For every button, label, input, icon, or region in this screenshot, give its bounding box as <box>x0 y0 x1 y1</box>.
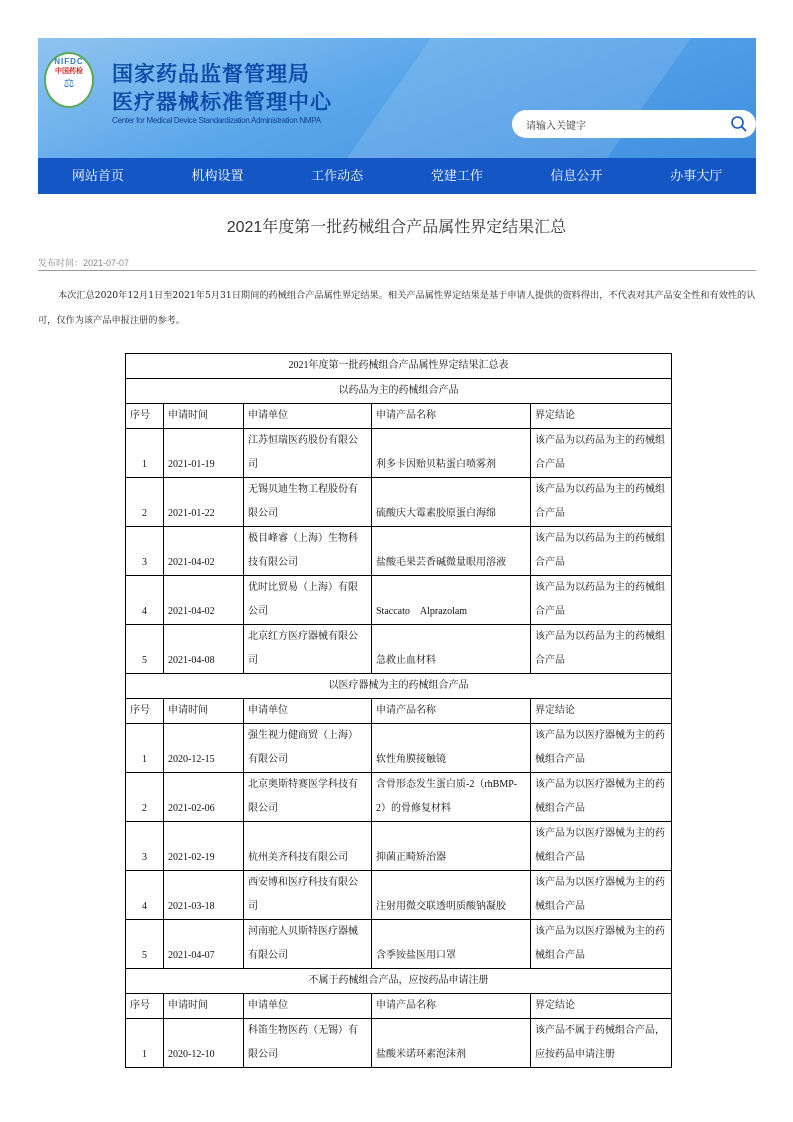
section-title: 以药品为主的药械组合产品 <box>126 379 672 404</box>
column-header-product-name: 申请产品名称 <box>372 699 531 724</box>
cell-product-name: 盐酸毛果芸香碱微量眼用溶液 <box>372 527 531 576</box>
section-row <box>126 674 672 699</box>
cell-applicant: 北京红方医疗器械有限公司 <box>244 625 372 674</box>
section-row <box>126 379 672 404</box>
cell-index: 5 <box>126 625 164 674</box>
search-icon[interactable] <box>730 115 748 133</box>
cell-conclusion: 该产品为以药品为主的药械组合产品 <box>531 478 672 527</box>
column-header-row <box>126 699 672 724</box>
column-header-applicant: 申请单位 <box>244 994 372 1019</box>
column-header-row <box>126 404 672 429</box>
column-header-apply-date: 申请时间 <box>164 699 244 724</box>
column-header-row <box>126 994 672 1019</box>
column-header-applicant: 申请单位 <box>244 699 372 724</box>
table-row <box>126 920 672 969</box>
cell-conclusion: 该产品为以医疗器械为主的药械组合产品 <box>531 773 672 822</box>
cell-applicant: 西安博和医疗科技有限公司 <box>244 871 372 920</box>
column-header-index: 序号 <box>126 994 164 1019</box>
table-row <box>126 527 672 576</box>
search-input[interactable] <box>512 110 756 138</box>
cell-index: 3 <box>126 822 164 871</box>
cell-applicant: 优时比贸易（上海）有限公司 <box>244 576 372 625</box>
logo-abbr: NIFDC <box>54 57 84 66</box>
table-row <box>126 625 672 674</box>
cell-index: 4 <box>126 871 164 920</box>
table-title-row <box>126 354 672 379</box>
cell-applicant: 极目峰睿（上海）生物科技有限公司 <box>244 527 372 576</box>
cell-apply-date: 2021-01-19 <box>164 429 244 478</box>
table-row <box>126 478 672 527</box>
nav-disclosure[interactable]: 信息公开 <box>550 168 603 183</box>
cell-product-name: 软性角膜接触镜 <box>372 724 531 773</box>
cell-applicant: 江苏恒瑞医药股份有限公司 <box>244 429 372 478</box>
publish-date: 发布时间：2021-07-07 <box>38 258 130 268</box>
cell-applicant: 杭州美齐科技有限公司 <box>244 822 372 871</box>
cell-product-name: 急救止血材料 <box>372 625 531 674</box>
column-header-conclusion: 界定结论 <box>531 404 672 429</box>
cell-index: 2 <box>126 478 164 527</box>
cell-conclusion: 该产品不属于药械组合产品，应按药品申请注册 <box>531 1019 672 1068</box>
cell-conclusion: 该产品为以医疗器械为主的药械组合产品 <box>531 724 672 773</box>
cell-conclusion: 该产品为以药品为主的药械组合产品 <box>531 625 672 674</box>
results-table <box>125 353 672 1068</box>
cell-index: 2 <box>126 773 164 822</box>
column-header-apply-date: 申请时间 <box>164 404 244 429</box>
table-row <box>126 576 672 625</box>
cell-apply-date: 2021-04-02 <box>164 527 244 576</box>
cell-apply-date: 2021-04-07 <box>164 920 244 969</box>
cell-conclusion: 该产品为以药品为主的药械组合产品 <box>531 576 672 625</box>
nav-home[interactable]: 网站首页 <box>71 168 124 183</box>
column-header-conclusion: 界定结论 <box>531 994 672 1019</box>
cell-applicant: 北京奥斯特赛医学科技有限公司 <box>244 773 372 822</box>
cell-product-name: 含骨形态发生蛋白质-2（rhBMP-2）的骨修复材料 <box>372 773 531 822</box>
section-row <box>126 969 672 994</box>
cell-apply-date: 2021-02-19 <box>164 822 244 871</box>
cell-product-name: 抑菌正畸矫治器 <box>372 822 531 871</box>
scale-icon: ⚖ <box>63 76 75 90</box>
nav-party[interactable]: 党建工作 <box>430 168 483 183</box>
section-title: 不属于药械组合产品，应按药品申请注册 <box>126 969 672 994</box>
column-header-applicant: 申请单位 <box>244 404 372 429</box>
cell-conclusion: 该产品为以医疗器械为主的药械组合产品 <box>531 871 672 920</box>
cell-apply-date: 2021-01-22 <box>164 478 244 527</box>
cell-product-name: Staccato Alprazolam <box>372 576 531 625</box>
nifdc-logo[interactable] <box>44 52 94 108</box>
nav-services[interactable]: 办事大厅 <box>670 168 723 183</box>
cell-conclusion: 该产品为以医疗器械为主的药械组合产品 <box>531 920 672 969</box>
logo-cn: 中国药检 <box>55 68 83 75</box>
cell-apply-date: 2021-02-06 <box>164 773 244 822</box>
cell-product-name: 注射用微交联透明质酸钠凝胶 <box>372 871 531 920</box>
cell-product-name: 硫酸庆大霉素胶原蛋白海绵 <box>372 478 531 527</box>
nav-news[interactable]: 工作动态 <box>311 168 364 183</box>
banner-decoration <box>263 38 733 158</box>
column-header-index: 序号 <box>126 404 164 429</box>
article-title: 2021年度第一批药械组合产品属性界定结果汇总 <box>226 219 567 236</box>
cell-applicant: 强生视力健商贸（上海）有限公司 <box>244 724 372 773</box>
table-title: 2021年度第一批药械组合产品属性界定结果汇总表 <box>126 354 672 379</box>
cell-index: 5 <box>126 920 164 969</box>
cell-applicant: 河南驼人贝斯特医疗器械有限公司 <box>244 920 372 969</box>
cell-apply-date: 2021-04-08 <box>164 625 244 674</box>
cell-index: 1 <box>126 1019 164 1068</box>
cell-product-name: 含季铵盐医用口罩 <box>372 920 531 969</box>
cell-apply-date: 2021-04-02 <box>164 576 244 625</box>
cell-applicant: 科笛生物医药（无锡）有限公司 <box>244 1019 372 1068</box>
table-row <box>126 1019 672 1068</box>
cell-index: 4 <box>126 576 164 625</box>
cell-product-name: 盐酸米诺环素泡沫剂 <box>372 1019 531 1068</box>
cell-apply-date: 2020-12-10 <box>164 1019 244 1068</box>
search-placeholder: 请输入关键字 <box>526 120 586 132</box>
cell-conclusion: 该产品为以药品为主的药械组合产品 <box>531 527 672 576</box>
cell-conclusion: 该产品为以医疗器械为主的药械组合产品 <box>531 822 672 871</box>
cell-product-name: 利多卡因贻贝粘蛋白喷雾剂 <box>372 429 531 478</box>
cell-apply-date: 2020-12-15 <box>164 724 244 773</box>
article-intro: 本次汇总2020年12月1日至2021年5月31日期间的药械组合产品属性界定结果。相关产品属性界定结果是基于申请人提供的资料得出，不代表对其产品安全性和有效性的认可，仅作为该产品申报注册的参考。 <box>38 290 756 326</box>
site-title-en: Center for Medical Device Standardization Administration NMPA <box>112 116 321 125</box>
site-title-line2: 医疗器械标准管理中心 <box>112 91 332 114</box>
table-row <box>126 724 672 773</box>
main-nav <box>38 158 756 194</box>
table-row <box>126 871 672 920</box>
site-title-line1: 国家药品监督管理局 <box>112 63 310 86</box>
section-title: 以医疗器械为主的药械组合产品 <box>126 674 672 699</box>
table-row <box>126 429 672 478</box>
table-row <box>126 822 672 871</box>
cell-index: 3 <box>126 527 164 576</box>
cell-index: 1 <box>126 429 164 478</box>
table-row <box>126 773 672 822</box>
column-header-product-name: 申请产品名称 <box>372 994 531 1019</box>
cell-conclusion: 该产品为以药品为主的药械组合产品 <box>531 429 672 478</box>
cell-applicant: 无锡贝迪生物工程股份有限公司 <box>244 478 372 527</box>
column-header-product-name: 申请产品名称 <box>372 404 531 429</box>
column-header-index: 序号 <box>126 699 164 724</box>
site-banner <box>38 38 756 158</box>
divider <box>38 270 756 271</box>
cell-apply-date: 2021-03-18 <box>164 871 244 920</box>
nav-organization[interactable]: 机构设置 <box>191 168 244 183</box>
column-header-apply-date: 申请时间 <box>164 994 244 1019</box>
cell-index: 1 <box>126 724 164 773</box>
column-header-conclusion: 界定结论 <box>531 699 672 724</box>
